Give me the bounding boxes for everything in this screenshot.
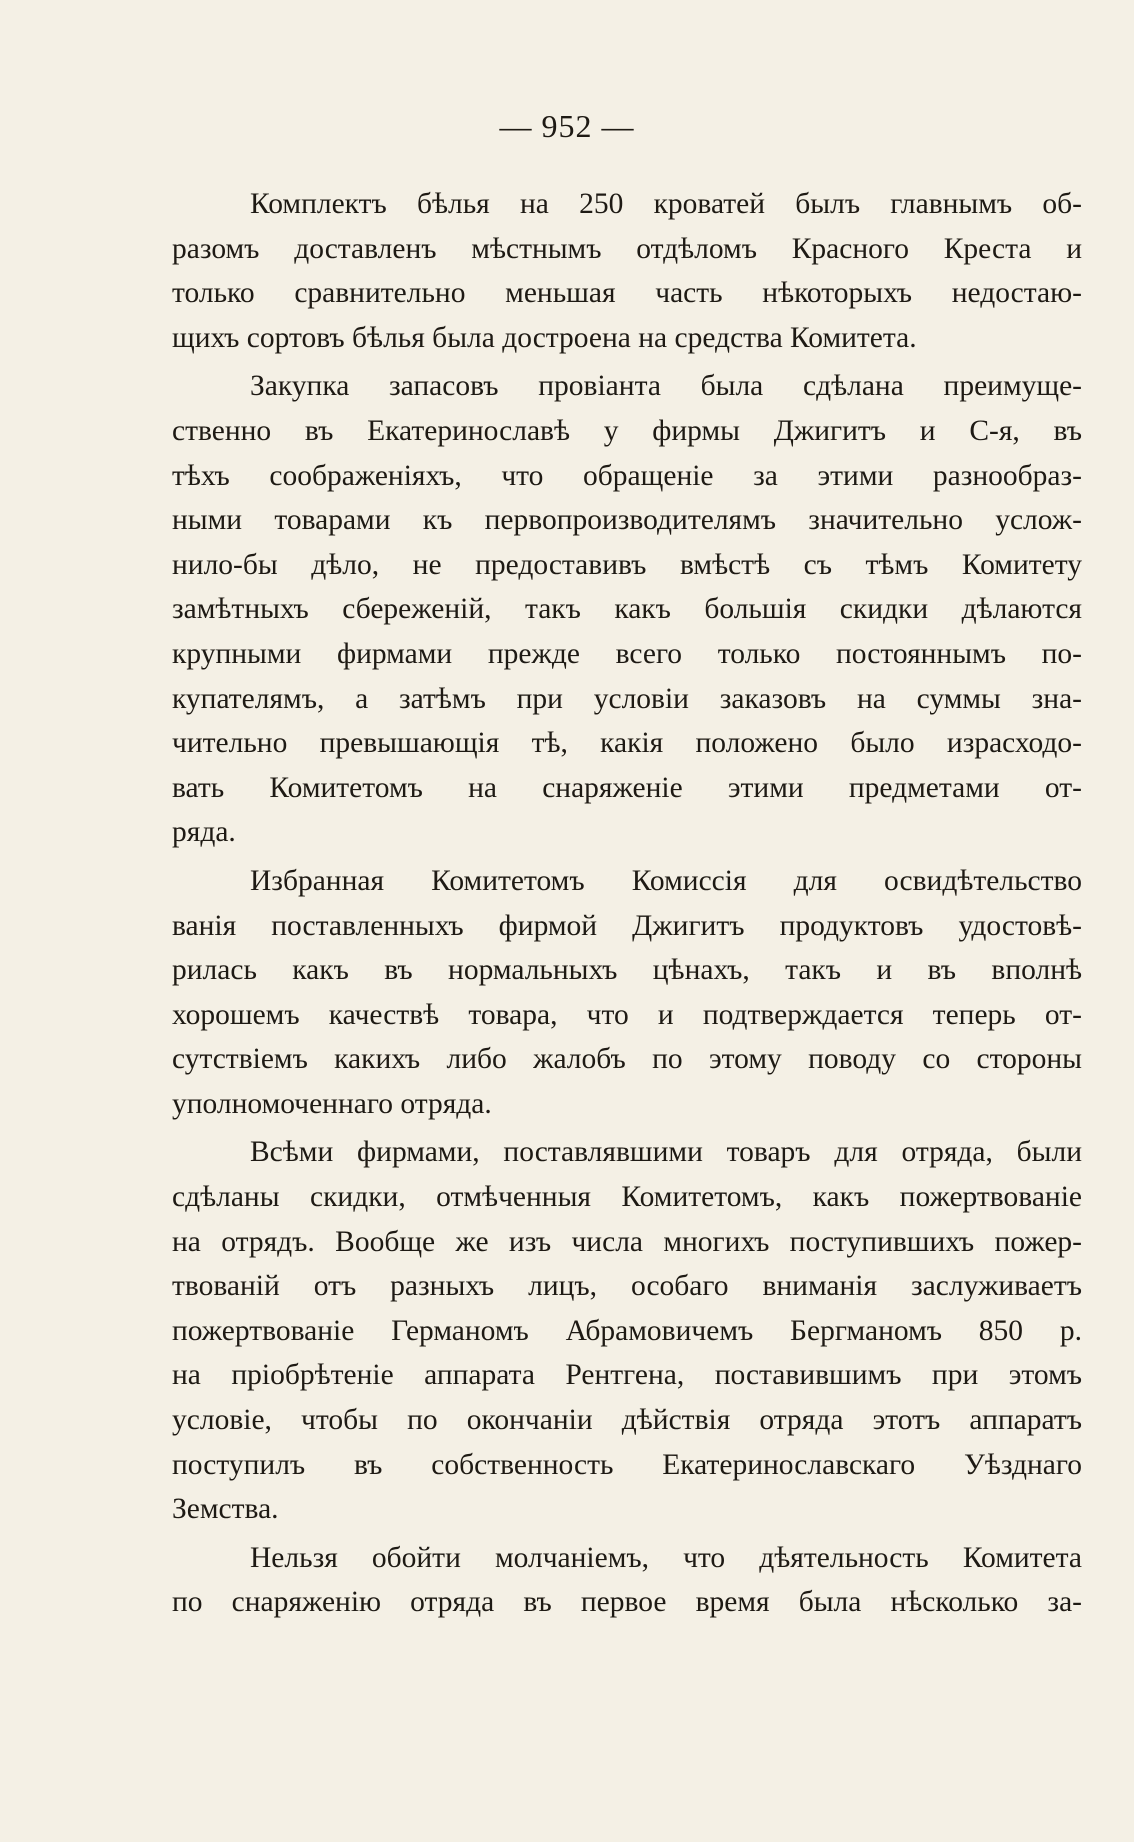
- paragraph-line: крупными фирмами прежде всего только постояннымъ по-: [172, 637, 1082, 670]
- paragraph-line: по снаряженію отряда въ первое время была нѣсколько за-: [172, 1586, 1082, 1619]
- paragraph-line: Нельзя обойти молчаніемъ, что дѣятельность Комитета: [250, 1541, 1082, 1574]
- paragraph-line: на пріобрѣтеніе аппарата Рентгена, поставившимъ при этомъ: [172, 1359, 1082, 1392]
- paragraph-line: тѣхъ соображеніяхъ, что обращеніе за этими разнообраз-: [172, 459, 1082, 492]
- paragraph-line: Закупка запасовъ провіанта была сдѣлана преимуще-: [250, 370, 1082, 403]
- page-number: — 952 —: [499, 108, 635, 144]
- paragraph-line: ными товарами къ первопроизводителямъ значительно услож-: [172, 504, 1082, 537]
- paragraph-line: замѣтныхъ сбереженій, такъ какъ большія скидки дѣлаются: [172, 593, 1082, 626]
- paragraph-line: хорошемъ качествѣ товара, что и подтверждается теперь от-: [172, 998, 1082, 1031]
- paragraph-line: щихъ сортовъ бѣлья была достроена на средства Комитета.: [172, 321, 917, 354]
- paragraph-line: чительно превышающія тѣ, какія положено было израсходо-: [172, 727, 1082, 760]
- paragraph-line: Земства.: [172, 1493, 279, 1526]
- paragraph-line: рилась какъ въ нормальныхъ цѣнахъ, такъ и въ вполнѣ: [172, 954, 1082, 987]
- paragraph-line: ванія поставленныхъ фирмой Джигитъ продуктовъ удостовѣ-: [172, 909, 1082, 942]
- paragraph-line: на отрядъ. Вообще же изъ числа многихъ поступившихъ пожер-: [172, 1225, 1082, 1258]
- paragraph-line: нило-бы дѣло, не предоставивъ вмѣстѣ съ тѣмъ Комитету: [172, 548, 1082, 581]
- paragraph-line: вать Комитетомъ на снаряженіе этими предметами от-: [172, 771, 1082, 804]
- paragraph-line: ственно въ Екатеринославѣ у фирмы Джигитъ и С-я, въ: [172, 414, 1082, 447]
- paragraph-line: Комплектъ бѣлья на 250 кроватей былъ главнымъ об-: [250, 188, 1082, 220]
- paragraph-line: сутствіемъ какихъ либо жалобъ по этому поводу со стороны: [172, 1043, 1082, 1076]
- paragraph-line: сдѣланы скидки, отмѣченныя Комитетомъ, какъ пожертвованіе: [172, 1181, 1082, 1214]
- paragraph-line: Всѣми фирмами, поставлявшими товаръ для отряда, были: [250, 1136, 1082, 1169]
- paragraph-line: ряда.: [172, 816, 236, 849]
- paragraph-line: уполномоченнаго отряда.: [172, 1087, 492, 1120]
- paragraph-line: только сравнительно меньшая часть нѣкоторыхъ недостаю-: [172, 277, 1082, 310]
- body-text: [172, 182, 1082, 1625]
- paragraph-line: поступилъ въ собственность Екатеринославскаго Уѣзднаго: [172, 1448, 1082, 1481]
- paragraph-line: пожертвованіе Германомъ Абрамовичемъ Бергманомъ 850 р.: [172, 1314, 1082, 1347]
- paragraph-line: купателямъ, а затѣмъ при условіи заказовъ на суммы зна-: [172, 682, 1082, 715]
- paragraph-line: условіе, чтобы по окончаніи дѣйствія отряда этотъ аппаратъ: [172, 1404, 1082, 1437]
- paragraph-line: твованій отъ разныхъ лицъ, особаго вниманія заслуживаетъ: [172, 1270, 1082, 1303]
- paragraph-line: Избранная Комитетомъ Комиссія для освидѣтельство: [250, 864, 1082, 897]
- paragraph-line: разомъ доставленъ мѣстнымъ отдѣломъ Красного Креста и: [172, 232, 1082, 265]
